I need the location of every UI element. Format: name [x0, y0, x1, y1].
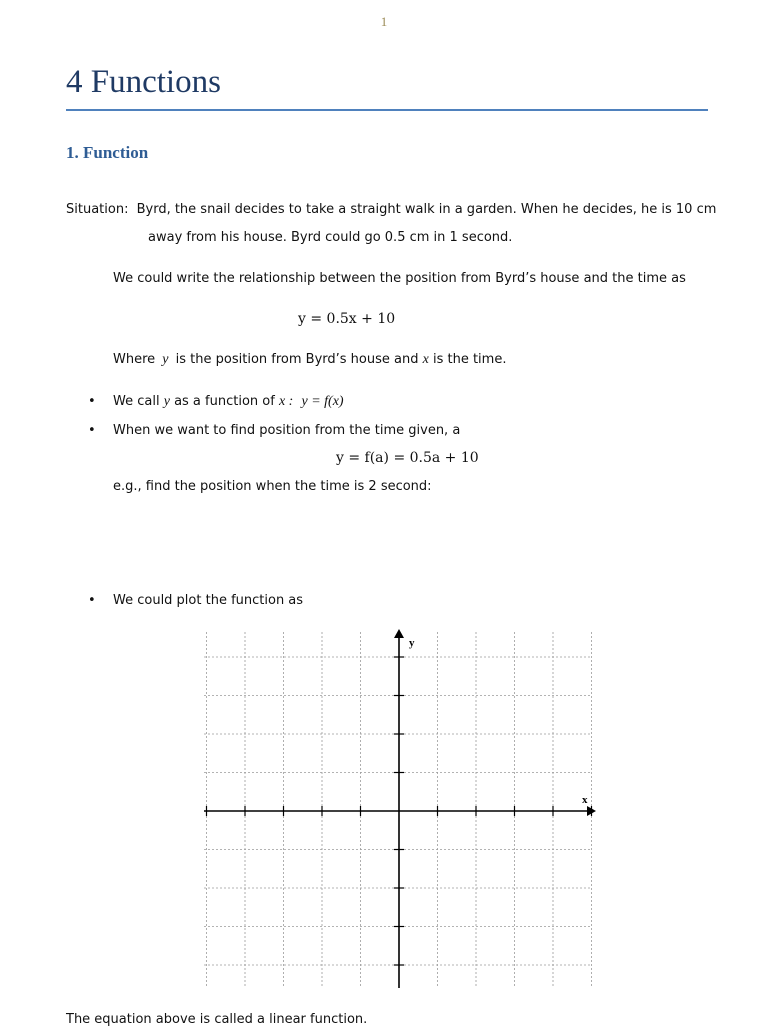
bullet-1-var-x: x : — [278, 394, 294, 409]
bullet-marker-2: • — [88, 423, 96, 438]
bullet-1-prefix: We call — [113, 394, 160, 409]
situation-label: Situation: — [66, 202, 129, 217]
bullet-1-var-y: y — [163, 394, 170, 409]
where-sentence — [113, 352, 506, 368]
bullet-1-middle: as a function of — [174, 394, 275, 409]
bullet-marker-3: • — [88, 593, 96, 608]
situation-line-1 — [66, 202, 716, 218]
y-axis-label: y — [409, 637, 415, 649]
evaluation-equation: y = f(a) = 0.5a + 10 — [336, 450, 479, 466]
function-notation: y = f(x) — [301, 394, 344, 409]
bullet-2: When we want to find position from the time given, a — [113, 423, 461, 438]
title-underline — [66, 109, 708, 111]
footer-sentence: The equation above is called a linear function. — [66, 1012, 368, 1027]
where-var-y: y — [162, 352, 169, 367]
relationship-intro: We could write the relationship between the position from Byrd’s house and the time as — [113, 271, 686, 286]
page-number: 1 — [380, 14, 388, 29]
where-var-x: x — [422, 352, 429, 367]
bullet-1 — [113, 394, 344, 410]
bullet-marker-1: • — [88, 394, 96, 409]
chapter-title: 4 Functions — [66, 64, 221, 100]
situation-line-2: away from his house. Byrd could go 0.5 cm in 1 second. — [148, 230, 513, 245]
situation-text-1: Byrd, the snail decides to take a straight walk in a garden. When he decides, he is 10 cm — [136, 202, 717, 217]
section-heading: 1. Function — [66, 143, 149, 162]
example-prompt: e.g., find the position when the time is 2 second: — [113, 479, 432, 494]
position-equation: y = 0.5x + 10 — [298, 311, 396, 327]
y-axis-arrowhead — [394, 629, 404, 638]
where-end: is the time. — [432, 352, 507, 367]
x-axis-label: x — [582, 794, 588, 806]
where-middle: is the position from Byrd’s house and — [175, 352, 419, 367]
where-word: Where — [113, 352, 156, 367]
bullet-3: We could plot the function as — [113, 593, 304, 608]
coordinate-grid — [196, 626, 606, 996]
